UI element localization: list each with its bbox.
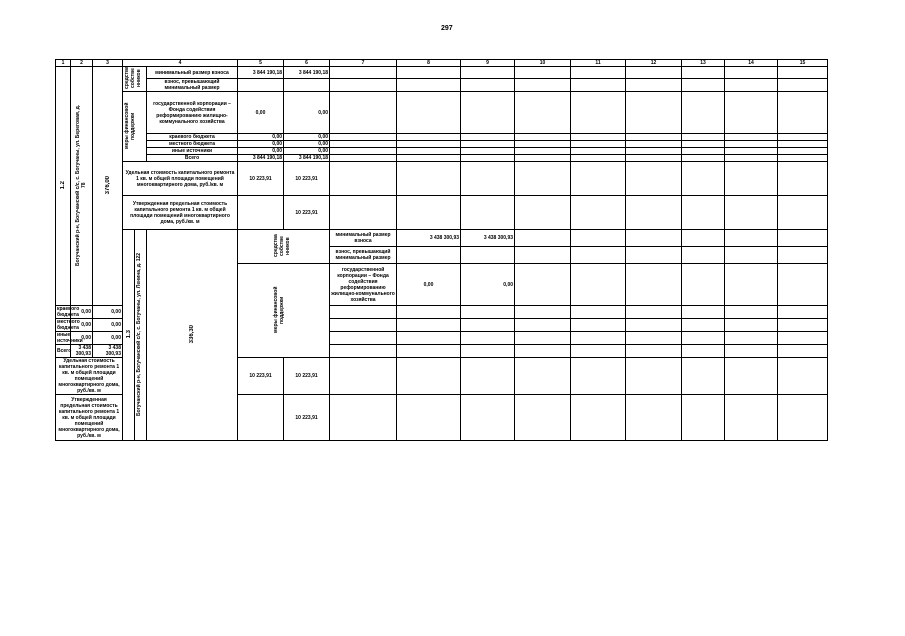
cell-value: 10 223,91 [284,196,330,230]
cell-value: 0,00 [71,319,93,332]
table-row [56,134,828,141]
col-header: 13 [682,60,725,67]
row-label: государственной корпорации – Фонда содействия реформированию жилищно-коммунального хозяйства [147,92,238,134]
cell-value: 0,00 [238,141,284,148]
table-row [56,162,828,196]
row-label: краевого бюджета [57,306,80,318]
cell-value: 10 223,91 [238,358,284,395]
record-area: 336,30 [147,230,238,441]
cell-value: 10 223,91 [238,162,284,196]
col-header: 14 [725,60,778,67]
own-funds-group-label: средства собстве нников [238,230,330,264]
row-label: Утвержденная предельная стоимость капитального ремонта 1 кв. м общей площади помещений многоквартирного дома, руб./кв. м [56,395,123,441]
support-group-label: меры финансовой поддержки [123,92,147,162]
row-label: минимальный размер взноса [330,230,397,247]
record-address: Богучанский р-н, Богучанский с/с, с. Богучаны, ул. Ленина, д. 122 [135,230,147,441]
cell-value: 0,00 [93,306,123,319]
header-row [56,60,828,67]
table-row [56,148,828,155]
cell-value: 0,00 [93,332,123,345]
cell-value: 0,00 [238,92,284,134]
cell-value: 0,00 [461,264,515,306]
cell-value: 10 223,91 [284,358,330,395]
table-row [56,79,828,92]
row-label: Удельная стоимость капитального ремонта 1 кв. м общей площади помещений многоквартирного дома, руб./кв. м [123,162,238,196]
cell-value: 0,00 [71,306,93,319]
col-header: 12 [626,60,682,67]
row-label: Всего [56,345,71,358]
cell-value: 0,00 [284,141,330,148]
table-row [56,67,828,79]
own-funds-group-label: средства собстве нников [123,67,147,92]
record-number: 1.3 [123,230,135,441]
row-label: краевого бюджета [147,134,238,141]
cell-value: 0,00 [397,264,461,306]
table-row [56,141,828,148]
col-header: 3 [93,60,123,67]
table-row [56,196,828,230]
cell-value: 0,00 [93,319,123,332]
record-area: 376,00 [93,67,123,306]
row-label: государственной корпорации – Фонда содействия реформированию жилищно-коммунального хозяйства [330,264,397,306]
cell-value: 0,00 [238,148,284,155]
col-header: 6 [284,60,330,67]
cell-value: 3 844 190,18 [284,67,330,79]
cell-value: 0,00 [284,148,330,155]
cell-value: 3 844 190,18 [238,155,284,162]
row-label: местного бюджета [147,141,238,148]
row-label: минимальный размер взноса [147,67,238,79]
row-label: взнос, превышающий минимальный размер [330,247,397,264]
cell-value: 3 438 300,93 [93,345,123,358]
col-header: 11 [571,60,626,67]
cell-value: 0,00 [284,92,330,134]
col-header: 10 [515,60,571,67]
cell-value: 3 844 190,18 [284,155,330,162]
record-address: Богучанский р-н, Богучанский с/с, с. Богучаны, ул. Береговая, д. 78 [71,67,93,306]
cell-value: 10 223,91 [284,395,330,441]
row-label: взнос, превышающий минимальный размер [147,79,238,92]
row-label: иные источники [57,332,83,344]
row-label: Утвержденная предельная стоимость капитального ремонта 1 кв. м общей площади помещений многоквартирного дома, руб./кв. м [123,196,238,230]
row-label: Всего [147,155,238,162]
table-row [56,92,828,134]
col-header: 5 [238,60,284,67]
table-row [56,230,828,247]
cell-value: 10 223,91 [284,162,330,196]
col-header: 8 [397,60,461,67]
cell-value: 3 844 190,18 [238,67,284,79]
cell-value: 3 438 300,93 [71,345,93,358]
capital-repair-table [55,59,828,441]
support-group-label: меры финансовой поддержки [238,264,330,358]
page-number: 297 [441,25,453,32]
col-header: 1 [56,60,71,67]
col-header: 4 [123,60,238,67]
cell-value: 0,00 [238,134,284,141]
row-label: местного бюджета [57,319,80,331]
cell-value: 3 438 300,93 [461,230,515,247]
row-label: Удельная стоимость капитального ремонта 1 кв. м общей площади помещений многоквартирного дома, руб./кв. м [56,358,123,395]
row-label: иные источники [147,148,238,155]
table-row [56,155,828,162]
cell-value: 3 438 300,93 [397,230,461,247]
cell-value: 0,00 [71,332,93,345]
col-header: 2 [71,60,93,67]
col-header: 9 [461,60,515,67]
col-header: 15 [778,60,828,67]
cell-value: 0,00 [284,134,330,141]
record-number: 1.2 [56,67,71,306]
col-header: 7 [330,60,397,67]
